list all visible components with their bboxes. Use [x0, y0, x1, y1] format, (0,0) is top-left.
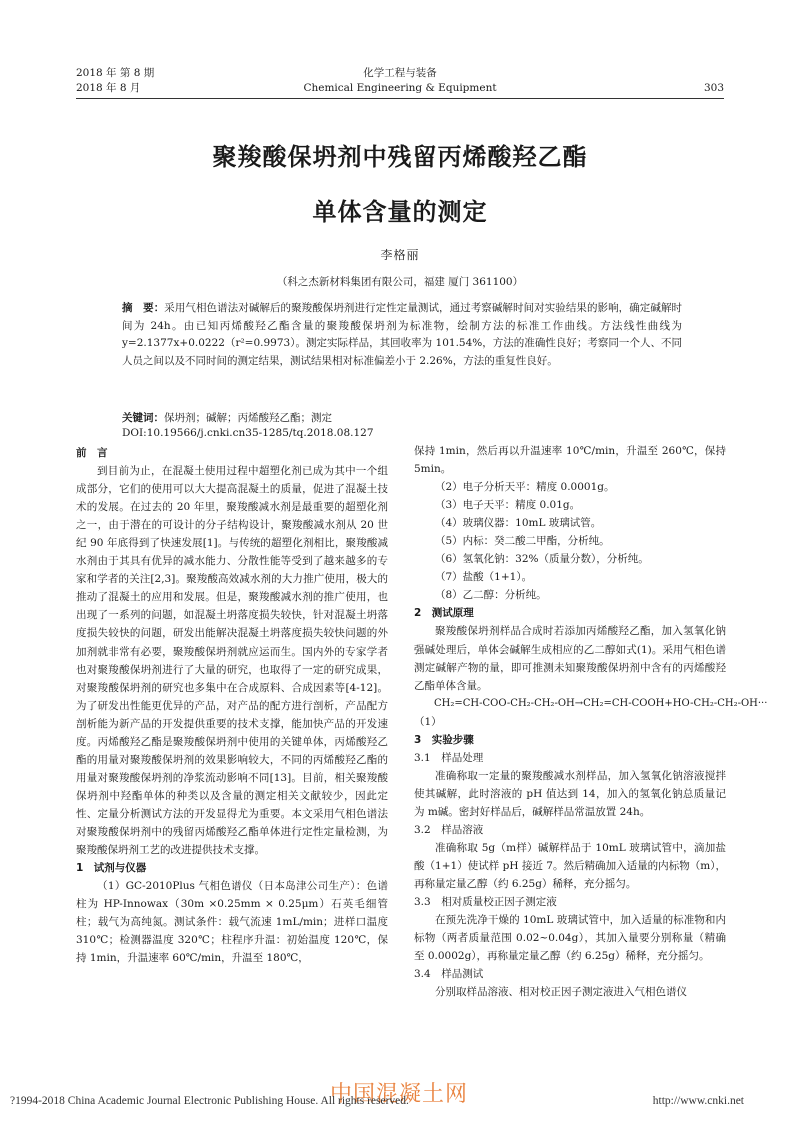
issue-date: 2018 年 8 月	[76, 82, 141, 94]
reaction-equation: CH₂=CH-COO-CH₂-CH₂-OH→CH₂=CH-COOH+HO-CH₂-CH₂-OH···	[434, 697, 768, 709]
title-line-2: 单体含量的测定	[312, 198, 488, 226]
footer-url: http://www.cnki.net	[652, 1095, 744, 1107]
journal-name-en: Chemical Engineering & Equipment	[303, 82, 497, 94]
title-line-1: 聚羧酸保坍剂中残留丙烯酸羟乙酯	[212, 143, 588, 171]
header-journal	[0, 66, 800, 96]
paragraph-3-1: 准确称取一定量的聚羧酸减水剂样品，加入氢氧化钠溶液搅拌使其碱解，此时溶液的 pH 值达到 14，加入的氢氧化钠总质量记为 m碱。密封好样品后，碱解样品常温放置 24h。	[414, 769, 726, 818]
section-heading-1: 1 试剂与仪器	[76, 862, 147, 875]
author: 李格丽	[380, 248, 420, 262]
reagent-item-2: （2）电子分析天平：精度 0.0001g。	[435, 481, 615, 494]
reagent-item-4: （4）玻璃仪器：10mL 玻璃试管。	[435, 517, 602, 530]
subsection-3-1: 3.1 样品处理	[414, 751, 484, 764]
paragraph-3-2: 准确称取 5g（m样）碱解样品于 10mL 玻璃试管中，滴加盐酸（1+1）使试样 pH 接近 7。然后精确加入适量的内标物（m），再称量定量乙醇（约 6.25g）稀释，充分摇匀。	[414, 842, 726, 891]
reagent-item-5: （5）内标：癸二酸二甲酯，分析纯。	[435, 535, 610, 548]
doi: DOI:10.19566/j.cnki.cn35-1285/tq.2018.08.127	[122, 427, 374, 439]
subsection-3-4: 3.4 样品测试	[414, 968, 484, 981]
reagent-item-8: （8）乙二醇：分析纯。	[435, 589, 547, 602]
reagent-item-1: （1）GC-2010Plus 气相色谱仪（日本岛津公司生产）：色谱柱为 HP-Innowax（30m ×0.25mm × 0.25μm）石英毛细管柱；载气为高纯氮。测试条件：载气流速 1mL/min；进样口温度 310℃；检测器温度 320℃；柱程序升温：初始温度 120℃，保持 1min，升温速率 60℃/min，升温至 180℃，	[76, 880, 388, 965]
watermark: 中国混凝土网	[330, 1082, 469, 1107]
issue-number: 2018 年 第 8 期	[76, 67, 155, 79]
abstract-text: 采用气相色谱法对碱解后的聚羧酸保坍剂进行定性定量测试，通过考察碱解时间对实验结果的影响，确定碱解时间为 24h。由已知丙烯酸羟乙酯含量的聚羧酸保坍剂为标准物，绘制方法的标准工作曲线。方法线性曲线为 y=2.1377x+0.0222（r²=0.9973）。测定实际样品，其回收率为 101.54%，方法的准确性良好；考察同一个人、不同人员之间以及不同时间的测定结果，测试结果相对标准偏差小于 2.26%，方法的重复性良好。	[122, 302, 683, 367]
page-number: 303	[703, 82, 724, 94]
left-column	[76, 444, 388, 967]
equation-number: （1）	[414, 715, 442, 728]
subsection-3-3: 3.3 相对质量校正因子测定液	[414, 896, 557, 909]
paragraph-3-4: 分别取样品溶液、相对校正因子测定液进入气相色谱仪	[435, 986, 687, 999]
affiliation: （科之杰新材料集团有限公司，福建 厦门 361100）	[276, 276, 524, 288]
keywords	[122, 410, 332, 425]
paragraph-3-3: 在预先洗净干燥的 10mL 玻璃试管中，加入适量的标准物和内标物（两者质量范围 0.02~0.04g），其加入量要分别称量（精确至 0.0002g），再称量定量乙醇（约 6.25g）稀释，充分摇匀。	[414, 914, 726, 963]
abstract-label: 摘 要：	[122, 302, 165, 314]
header-rule	[76, 98, 724, 99]
footer	[0, 1095, 800, 1115]
subsection-3-2: 3.2 样品溶液	[414, 823, 484, 836]
abstract	[122, 300, 682, 370]
keywords-label: 关键词：	[122, 412, 164, 424]
keywords-text: 保坍剂；碱解；丙烯酸羟乙酯；测定	[164, 412, 332, 424]
intro-paragraph: 到目前为止，在混凝土使用过程中超塑化剂已成为其中一个组成部分，它们的使用可以大大提高混凝土的质量，促进了混凝土技术的发展。在过去的 20 年里，聚羧酸减水剂是最重要的超塑化剂之一，由于潜在的可设计的分子结构设计，聚羧酸减水剂从 20 世纪 90 年底得到了快速发展[1]。与传统的超塑化剂相比，聚羧酸减水剂由于其具有优异的减水能力、分散性能等受到了越来越多的专家和学者的关注[2,3]。聚羧酸高效减水剂的大力推广使用，极大的推动了混凝土的应用和发展。但是，聚羧酸减水剂的推广使用，也出现了一系列的问题，如混凝土坍落度损失较快，针对混凝土坍落度损失较快的问题，研发出能解决混凝土坍落度损失较快问题的外加剂就非常有必要，聚羧酸保坍剂就应运而生。国内外的专家学者也对聚羧酸保坍剂进行了大量的研究，也取得了一定的研究成果，对聚羧酸保坍剂的研究也多集中在合成原料、合成因素等[4-12]。为了研发出性能更优异的产品，对产品的配方进行剖析，产品配方剖析能为新产品的开发提供重要的技术支撑，能加快产品的开发速度。丙烯酸羟乙酯是聚羧酸保坍剂中使用的关键单体，丙烯酸羟乙酯的用量对聚羧酸保坍剂的效果影响较大，不同的丙烯酸羟乙酯的用量对聚羧酸保坍剂的净浆流动影响不同[13]。目前，相关聚羧酸保坍剂中羟酯单体的种类以及含量的测定相关文献较少，因此定性、定量分析测试方法的开发显得尤为重要。本文采用气相色谱法对聚羧酸保坍剂中的残留丙烯酸羟乙酯单体进行定性定量检测，为聚羧酸保坍剂工艺的改进提供技术支撑。	[76, 465, 388, 857]
footer-copyright: ?1994-2018 China Academic Journal Electronic Publishing House. All rights reserved.	[10, 1095, 409, 1107]
principle-paragraph: 聚羧酸保坍剂样品合成时若添加丙烯酸羟乙酯，加入氢氧化钠强碱处理后，单体会碱解生成相应的乙二醇如式(1)。采用气相色谱测定碱解产物的量，即可推测未知聚羧酸保坍剂中含有的丙烯酸羟乙酯单体含量。	[414, 625, 726, 692]
reagent-item-7: （7）盐酸（1+1）。	[435, 571, 533, 584]
section-heading-intro: 前 言	[76, 447, 108, 459]
section-heading-3: 3 实验步骤	[414, 733, 474, 746]
journal-name-cn: 化学工程与装备	[363, 67, 437, 79]
section-heading-2: 2 测试原理	[414, 607, 474, 620]
reagent-item-3: （3）电子天平：精度 0.01g。	[435, 499, 581, 512]
right-column	[414, 442, 768, 1001]
reagent-item-6: （6）氢氧化钠：32%（质量分数），分析纯。	[435, 553, 649, 566]
reagent-item-1-cont: 保持 1min，然后再以升温速率 10℃/min，升温至 260℃，保持 5min。	[414, 445, 726, 476]
